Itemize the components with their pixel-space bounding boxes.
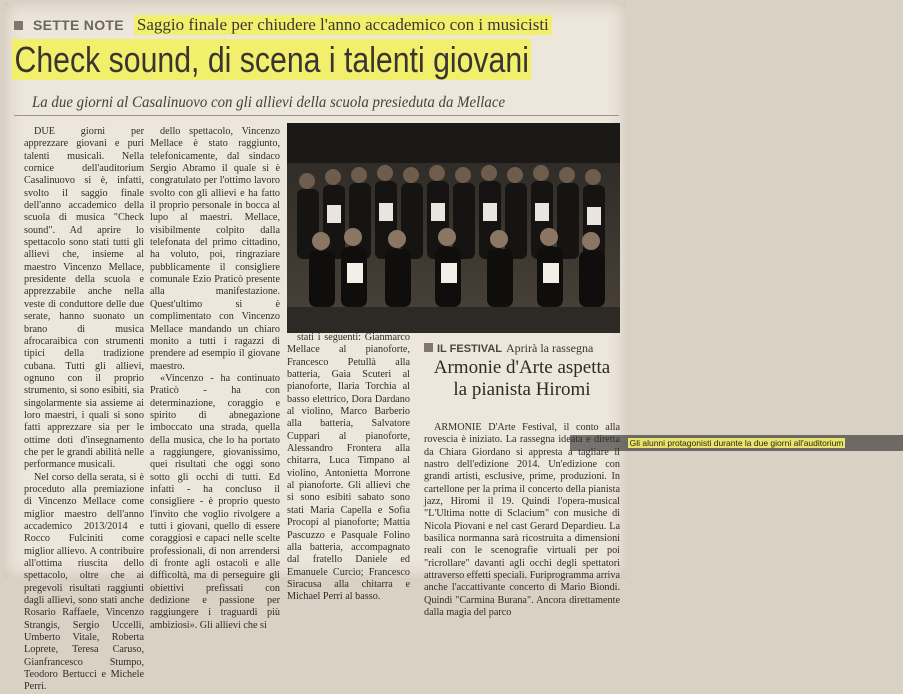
paragraph: dello spettacolo, Vincenzo Mellace è stato raggiunto, telefonicamente, dal sindaco Sergio Abramo il quale si è congratulato per l'ottimo lavoro svolto con gli allievi e ha fatto il proprio personale in bocca al lupo al maestri. Mellace, visibilmente colpito dalla telefonata del primo cittadino, ha voluto, poi, ringraziare pubblicamente il consigliere comunale Ezio Praticò presente alla manifestazione. Quest'ultimo si è complimentato con Vincenzo Mellace mandando un chiaro monito a tutti i ragazzi di prendere ad esempio il giovane maestro. [150,126,280,372]
section-header [14,14,619,36]
article-column-1 [24,126,144,693]
festival-headline [424,357,620,401]
subheadline: La due giorni al Casalinuovo con gli allievi della scuola presieduta da Mellace [32,94,506,111]
kicker-subtitle: Saggio finale per chiudere l'anno accademico con i musicisti [134,15,552,35]
headline-text: Check sound, di scena i talenti giovani [12,39,531,80]
students-group-photo [287,123,620,333]
section-kicker: SETTE NOTE [33,17,124,33]
section-square-icon [14,21,23,30]
paragraph: stati i seguenti: Gianmarco Mellace al pianoforte, Francesco Petullà alla batteria, Gaia Scuteri al pianoforte, Ilaria Torchia al basso elettrico, Dora Dardano al violino, Marco Barberio alla batteria, Salvatore Cuppari al pianoforte, Alessandro Frontera alla chitarra, Luca Timpano al violino, Antonietta Morrone al pianoforte. Gli allievi che si sono esibiti sabato sono stati Maria Capella e Sofia Procopi al pianoforte; Mattia Pascuzzo e Pasquale Folino alla batteria, accompagnato dal fratello Daniele ed Emanuele Curcio; Francesco Siracusa alla chitarra e Michael Perri al basso. [287,332,410,603]
photo-caption-text: Gli alunni protagonisti durante la due giorni all'auditorium [629,438,844,448]
divider [14,115,619,116]
article-column-2 [150,126,280,631]
paragraph: DUE giorni per apprezzare giovani e puri talenti musicali. Nella cornice dell'auditorium Casalinuovo si è, infatti, svolto il saggio finale dell'anno accademico della scuola di musica "Check sound". Ad aprire lo spettacolo sono stati tutti gli allievi che, insieme al maestro Vincenzo Mellace, presidente della scuola e apprezzabile anche nella veste di conduttore delle due serate, hanno suonato un brano di musica afrocaraibica con strumenti tipici della tradizione cubana. Tutti gli allievi, ognuno con il proprio strumento, si sono esibiti, sia singolarmente sia assieme ai loro maestri, i quali si sono fatti apprezzare sia per le ottime doti d'insegnamento che per le grandi abilità nelle performance musicali. [24,126,144,471]
festival-headline-line-1: Armonie d'Arte aspetta [433,357,611,378]
festival-subtitle: Aprirà la rassegna [506,341,594,355]
festival-article-column [424,422,620,619]
headline [12,38,529,82]
newspaper-page [4,2,844,693]
article-column-3 [287,332,410,603]
paragraph: Nel corso della serata, si è proceduto alla premiazione di Vincenzo Mellace come miglior maestro dell'anno accademico 2013/2014 e Rocco Fulciniti come miglior allievo. A contribuire all'ottima riuscita dello spettacolo, oltre che ai pregevoli risultati raggiunti dagli allievi, sono stati anche Rosario Raffaele, Vincenzo Strangis, Sergio Uccelli, Umberto Vitale, Roberta Loprete, Teresa Caruso, Gianfrancesco Stumpo, Teodoro Bertucci e Michele Perri. [24,471,144,693]
festival-kicker: IL FESTIVAL [437,343,502,355]
festival-headline-line-2: la pianista Hiromi [453,379,591,400]
festival-header [424,341,620,356]
section-square-icon [424,343,433,352]
paragraph: «Vincenzo - ha continuato Praticò - ha con determinazione, coraggio e spirito di abnegazione imboccato una strada, quella della musica, che lo ha portato a raggiungere, giovanissimo, quei risultati che oggi sono sotto gli occhi di tutti. Ed infatti - ha concluso il consigliere - è proprio questo l'invito che voglio rivolgere a tutti i giovani, quello di essere coraggiosi e capaci nelle scelte professionali, di non arrendersi di fronte agli ostacoli e alle difficoltà, ma di perseguire gli obiettivi prefissati con dedizione e passione per raggiungere i traguardi più ambiziosi». Gli allievi che si [150,372,280,631]
paragraph: ARMONIE D'Arte Festival, il conto alla rovescia è iniziato. La rassegna ideata e diretta da Chiara Giordano si appresta a tagliare il nastro dell'edizione 2014. Un'edizione con grandi artisti, esclusive, prime, produzioni. In cartellone per la prima il concerto della pianista jazz, Hiromi il 19. Quindi l'opera-musical "L'Ultima notte di Sclacium" con musiche di Nicola Piovani e nel cast Gerard Depardieu. La basilica normanna sarà ricostruita a dimensioni reali con le scenografie virtuali per poi "ricrollare" davanti agli occhi degli spettatori attraverso effetti speciali. Furiprogramma arriva anche l'accattivante concerto di Mario Biondi. Quindi "Carmina Burana". Ancora direttamente dalla magia del parco [424,422,620,619]
